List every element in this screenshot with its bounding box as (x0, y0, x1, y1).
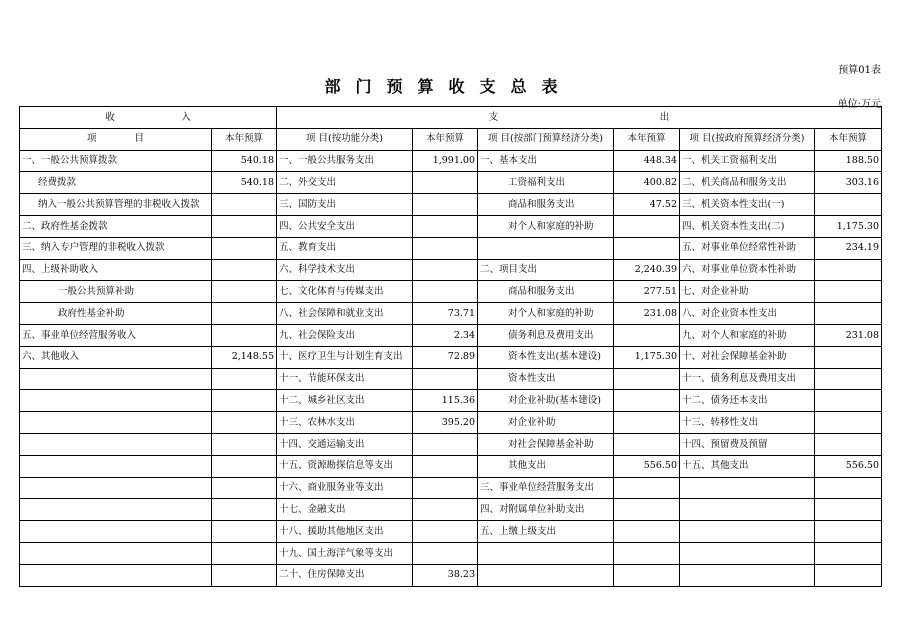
gov-item-cell: 十二、债务还本支出 (680, 390, 815, 412)
table-row (20, 324, 882, 346)
econ-amount-cell: 47.52 (614, 194, 680, 216)
income-item-cell (20, 455, 212, 477)
gov-amount-cell (815, 281, 882, 303)
income-item-cell: 五、事业单位经营服务收入 (20, 324, 212, 346)
budget-table (19, 106, 882, 587)
econ-item-cell: 对企业补助 (478, 412, 614, 434)
func-item-cell: 三、国防支出 (277, 194, 413, 216)
gov-item-cell: 八、对企业资本性支出 (680, 303, 815, 325)
table-row (20, 281, 882, 303)
income-item-cell (20, 368, 212, 390)
gov-amount-cell (815, 477, 882, 499)
income-item-cell (20, 390, 212, 412)
income-amount-cell (212, 324, 277, 346)
func-amount-cell: 73.71 (413, 303, 478, 325)
gov-amount-cell (815, 303, 882, 325)
expense-header: 支 出 (277, 107, 882, 129)
page-title: 部门预算收支总表 (324, 77, 573, 96)
income-amount-cell (212, 521, 277, 543)
econ-amount-cell (614, 368, 680, 390)
gov-amount-cell (815, 259, 882, 281)
econ-item-cell: 二、项目支出 (478, 259, 614, 281)
econ-amount-cell: 400.82 (614, 172, 680, 194)
econ-item-cell: 一、基本支出 (478, 150, 614, 172)
func-amount-cell: 2.34 (413, 324, 478, 346)
income-item-cell (20, 564, 212, 586)
income-amount-cell: 540.18 (212, 172, 277, 194)
gov-amount-cell (815, 499, 882, 521)
col-econ-amount: 本年预算 (614, 128, 680, 150)
econ-amount-cell (614, 499, 680, 521)
gov-amount-cell: 1,175.30 (815, 215, 882, 237)
econ-amount-cell (614, 477, 680, 499)
gov-item-cell: 三、机关资本性支出(一) (680, 194, 815, 216)
table-row (20, 194, 882, 216)
econ-amount-cell: 448.34 (614, 150, 680, 172)
table-row (20, 237, 882, 259)
gov-amount-cell (815, 390, 882, 412)
func-amount-cell (413, 542, 478, 564)
func-item-cell: 十二、城乡社区支出 (277, 390, 413, 412)
func-amount-cell (413, 455, 478, 477)
col-income-amount: 本年预算 (212, 128, 277, 150)
income-item-cell: 一般公共预算补助 (20, 281, 212, 303)
income-amount-cell (212, 368, 277, 390)
unit-label: 单位:万元 (837, 99, 881, 110)
income-item-cell (20, 412, 212, 434)
income-amount-cell (212, 542, 277, 564)
econ-amount-cell: 231.08 (614, 303, 680, 325)
func-amount-cell: 72.89 (413, 346, 478, 368)
func-amount-cell (413, 521, 478, 543)
gov-amount-cell (815, 542, 882, 564)
func-item-cell: 六、科学技术支出 (277, 259, 413, 281)
func-item-cell: 十七、金融支出 (277, 499, 413, 521)
income-item-cell: 政府性基金补助 (20, 303, 212, 325)
econ-item-cell: 资本性支出(基本建设) (478, 346, 614, 368)
table-row (20, 303, 882, 325)
func-amount-cell: 38.23 (413, 564, 478, 586)
func-item-cell: 十五、资源勘探信息等支出 (277, 455, 413, 477)
table-row (20, 215, 882, 237)
econ-item-cell: 三、事业单位经营服务支出 (478, 477, 614, 499)
func-item-cell: 一、一般公共服务支出 (277, 150, 413, 172)
gov-item-cell: 四、机关资本性支出(二) (680, 215, 815, 237)
gov-item-cell: 十三、转移性支出 (680, 412, 815, 434)
income-amount-cell: 540.18 (212, 150, 277, 172)
income-header: 收 入 (20, 107, 277, 129)
table-row (20, 455, 882, 477)
econ-item-cell (478, 542, 614, 564)
func-item-cell: 十一、节能环保支出 (277, 368, 413, 390)
econ-amount-cell (614, 324, 680, 346)
func-amount-cell: 115.36 (413, 390, 478, 412)
income-amount-cell (212, 412, 277, 434)
func-amount-cell (413, 215, 478, 237)
income-item-cell: 四、上级补助收入 (20, 259, 212, 281)
econ-item-cell: 五、上缴上级支出 (478, 521, 614, 543)
econ-amount-cell (614, 433, 680, 455)
econ-item-cell: 其他支出 (478, 455, 614, 477)
table-row (20, 412, 882, 434)
econ-item-cell: 商品和服务支出 (478, 281, 614, 303)
table-row (20, 521, 882, 543)
func-item-cell: 十、医疗卫生与计划生育支出 (277, 346, 413, 368)
econ-amount-cell: 1,175.30 (614, 346, 680, 368)
gov-item-cell: 六、对事业单位资本性补助 (680, 259, 815, 281)
func-item-cell: 九、社会保险支出 (277, 324, 413, 346)
econ-item-cell: 工资福利支出 (478, 172, 614, 194)
table-row (20, 390, 882, 412)
gov-amount-cell (815, 412, 882, 434)
income-item-cell (20, 521, 212, 543)
gov-amount-cell (815, 368, 882, 390)
gov-item-cell: 一、机关工资福利支出 (680, 150, 815, 172)
income-item-cell (20, 477, 212, 499)
econ-item-cell: 债务利息及费用支出 (478, 324, 614, 346)
func-amount-cell (413, 172, 478, 194)
func-amount-cell (413, 259, 478, 281)
income-item-cell: 纳入一般公共预算管理的非税收入拨款 (20, 194, 212, 216)
income-amount-cell (212, 390, 277, 412)
func-item-cell: 七、文化体育与传媒支出 (277, 281, 413, 303)
gov-amount-cell (815, 521, 882, 543)
func-item-cell: 十八、援助其他地区支出 (277, 521, 413, 543)
gov-item-cell (680, 521, 815, 543)
func-amount-cell (413, 477, 478, 499)
econ-item-cell: 资本性支出 (478, 368, 614, 390)
econ-amount-cell (614, 564, 680, 586)
func-item-cell: 十三、农林水支出 (277, 412, 413, 434)
header-row-main (20, 107, 882, 129)
gov-item-cell: 十、对社会保障基金补助 (680, 346, 815, 368)
econ-amount-cell (614, 390, 680, 412)
econ-amount-cell (614, 542, 680, 564)
econ-amount-cell (614, 215, 680, 237)
col-func-amount: 本年预算 (413, 128, 478, 150)
gov-amount-cell: 556.50 (815, 455, 882, 477)
econ-amount-cell: 2,240.39 (614, 259, 680, 281)
gov-item-cell: 十四、预留费及预留 (680, 433, 815, 455)
income-amount-cell (212, 477, 277, 499)
income-item-cell: 三、纳入专户管理的非税收入拨款 (20, 237, 212, 259)
gov-item-cell (680, 564, 815, 586)
func-item-cell: 十四、交通运输支出 (277, 433, 413, 455)
income-item-cell (20, 542, 212, 564)
func-amount-cell: 1,991.00 (413, 150, 478, 172)
gov-item-cell: 五、对事业单位经常性补助 (680, 237, 815, 259)
func-amount-cell (413, 433, 478, 455)
income-amount-cell (212, 194, 277, 216)
func-amount-cell (413, 281, 478, 303)
table-row (20, 564, 882, 586)
income-amount-cell (212, 259, 277, 281)
econ-amount-cell (614, 237, 680, 259)
econ-item-cell: 对个人和家庭的补助 (478, 303, 614, 325)
income-amount-cell (212, 215, 277, 237)
func-amount-cell (413, 368, 478, 390)
gov-amount-cell (815, 346, 882, 368)
col-gov-amount: 本年预算 (815, 128, 882, 150)
econ-item-cell: 对企业补助(基本建设) (478, 390, 614, 412)
form-number: 预算01表 (838, 65, 881, 76)
header-row-columns (20, 128, 882, 150)
gov-amount-cell (815, 433, 882, 455)
table-row (20, 150, 882, 172)
table-row (20, 477, 882, 499)
func-item-cell: 四、公共安全支出 (277, 215, 413, 237)
gov-amount-cell: 231.08 (815, 324, 882, 346)
gov-amount-cell (815, 194, 882, 216)
econ-item-cell: 四、对附属单位补助支出 (478, 499, 614, 521)
income-amount-cell (212, 499, 277, 521)
table-row (20, 346, 882, 368)
func-item-cell: 八、社会保障和就业支出 (277, 303, 413, 325)
func-item-cell: 十九、国土海洋气象等支出 (277, 542, 413, 564)
income-amount-cell (212, 237, 277, 259)
gov-item-cell (680, 542, 815, 564)
econ-item-cell: 对社会保障基金补助 (478, 433, 614, 455)
col-econ-item: 项 目(按部门预算经济分类) (478, 128, 614, 150)
gov-item-cell: 七、对企业补助 (680, 281, 815, 303)
econ-amount-cell (614, 412, 680, 434)
gov-item-cell: 九、对个人和家庭的补助 (680, 324, 815, 346)
gov-amount-cell: 188.50 (815, 150, 882, 172)
col-func-item: 项 目(按功能分类) (277, 128, 413, 150)
econ-amount-cell: 556.50 (614, 455, 680, 477)
gov-item-cell: 二、机关商品和服务支出 (680, 172, 815, 194)
econ-amount-cell (614, 521, 680, 543)
func-amount-cell: 395.20 (413, 412, 478, 434)
func-amount-cell (413, 237, 478, 259)
income-amount-cell (212, 564, 277, 586)
gov-amount-cell: 234.19 (815, 237, 882, 259)
gov-item-cell: 十一、债务利息及费用支出 (680, 368, 815, 390)
econ-item-cell (478, 564, 614, 586)
income-amount-cell: 2,148.55 (212, 346, 277, 368)
gov-item-cell (680, 499, 815, 521)
col-income-item: 项 目 (20, 128, 212, 150)
table-row (20, 172, 882, 194)
col-gov-item: 项 目(按政府预算经济分类) (680, 128, 815, 150)
econ-item-cell: 商品和服务支出 (478, 194, 614, 216)
econ-item-cell (478, 237, 614, 259)
income-amount-cell (212, 433, 277, 455)
table-row (20, 259, 882, 281)
income-item-cell: 经费拨款 (20, 172, 212, 194)
table-row (20, 433, 882, 455)
income-item-cell (20, 499, 212, 521)
table-row (20, 499, 882, 521)
econ-item-cell: 对个人和家庭的补助 (478, 215, 614, 237)
gov-item-cell (680, 477, 815, 499)
income-amount-cell (212, 455, 277, 477)
income-amount-cell (212, 303, 277, 325)
income-item-cell (20, 433, 212, 455)
gov-amount-cell (815, 564, 882, 586)
func-item-cell: 五、教育支出 (277, 237, 413, 259)
func-item-cell: 十六、商业服务业等支出 (277, 477, 413, 499)
income-amount-cell (212, 281, 277, 303)
income-item-cell: 六、其他收入 (20, 346, 212, 368)
econ-amount-cell: 277.51 (614, 281, 680, 303)
gov-item-cell: 十五、其他支出 (680, 455, 815, 477)
gov-amount-cell: 303.16 (815, 172, 882, 194)
func-item-cell: 二、外交支出 (277, 172, 413, 194)
func-item-cell: 二十、住房保障支出 (277, 564, 413, 586)
table-row (20, 542, 882, 564)
table-row (20, 368, 882, 390)
func-amount-cell (413, 499, 478, 521)
income-item-cell: 二、政府性基金拨款 (20, 215, 212, 237)
income-item-cell: 一、一般公共预算拨款 (20, 150, 212, 172)
func-amount-cell (413, 194, 478, 216)
